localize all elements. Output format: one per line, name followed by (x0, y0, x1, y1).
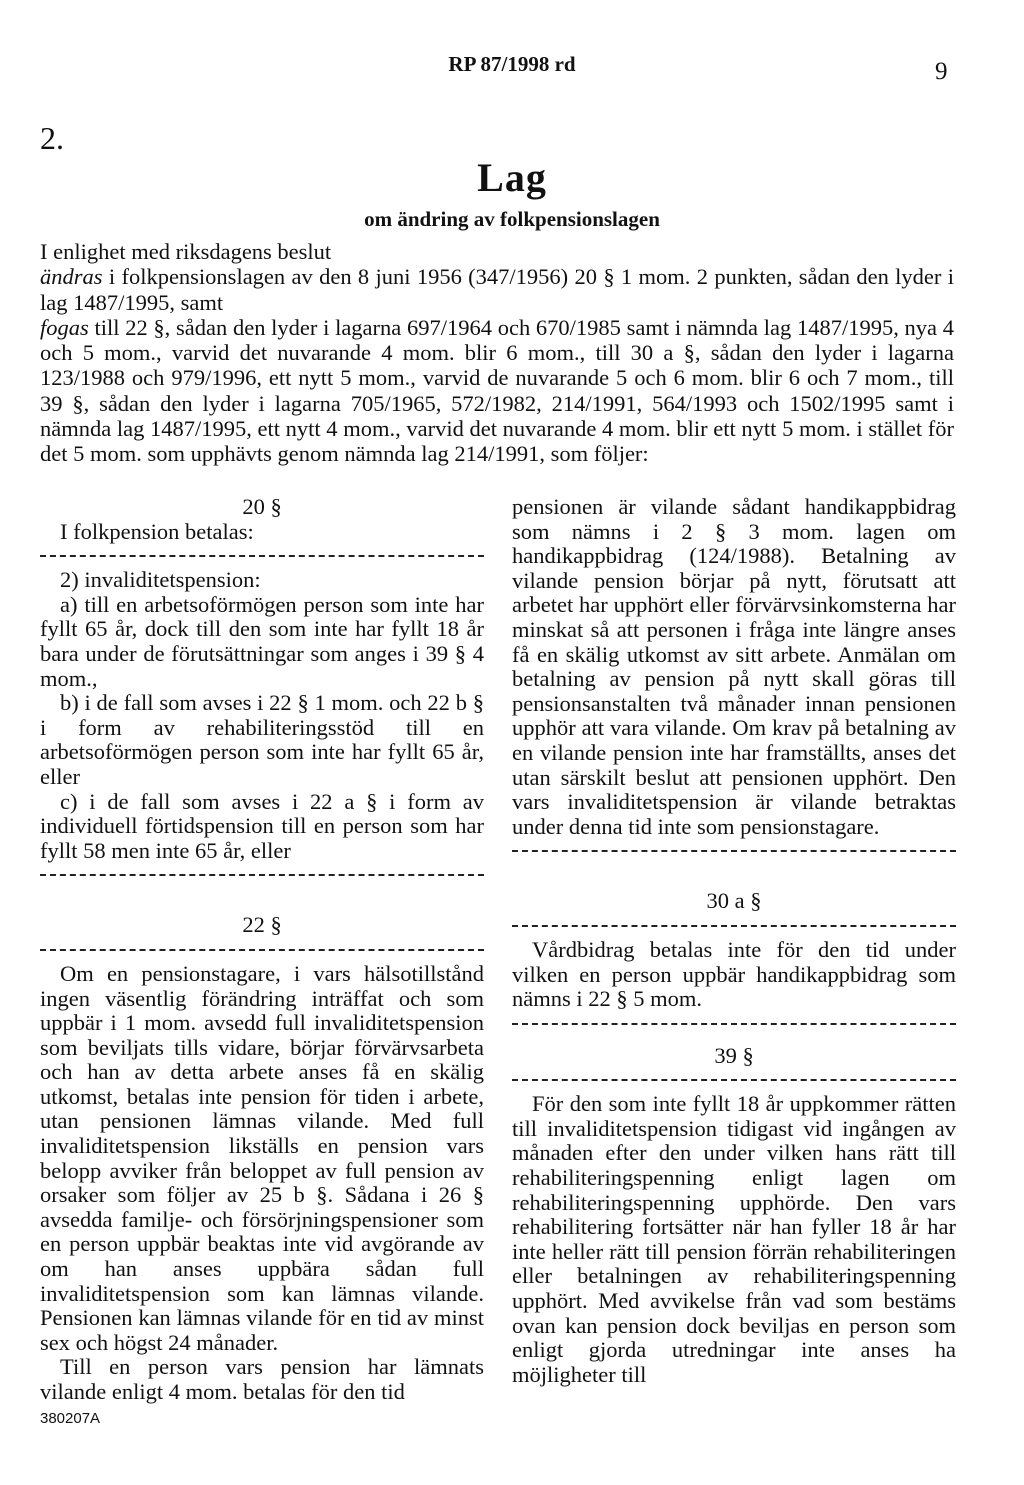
omission-divider (512, 1068, 956, 1092)
preamble-add-clause (40, 315, 954, 467)
preamble-intro: I enlighet med riksdagens beslut (40, 239, 332, 264)
add-text: till 22 §, sådan den lyder i lagarna 697/1964 och 670/1985 samt i nämnda lag 1487/1995, nya 4 och 5 mom., varvid det nuvarande 4 mom. blir 6 mom., till 30 a §, sådan den lyder i lagarna 123/1988 och 979/1996, ett nytt 5 mom., varvid de nuvarande 5 och 6 mom. blir 6 och 7 mom., till 39 §, sådan den lyder i lagarna 705/1965, 572/1982, 214/1991, 564/1993 och 1502/1995 samt i nämnda lag 1487/1995, ett nytt 4 mom., varvid det nuvarande 4 mom. blir ett nytt 5 mom. i stället för det 5 mom. som upphävts genom nämnda lag 214/1991, som följer: (40, 314, 954, 467)
section-30a-paragraph: Vårdbidrag betalas inte för den tid under vilken en person uppbär handikappbidrag som nämns i 22 § 5 mom. (512, 936, 956, 1012)
add-verb: fogas (40, 314, 89, 340)
law-title: Lag (477, 155, 547, 200)
omission-divider (40, 938, 484, 962)
omission-divider (40, 863, 484, 887)
section-22-heading: 22 § (242, 912, 282, 938)
section-20-item-a: a) till en arbetsoförmögen person som inte har fyllt 65 år, dock till den som inte har fyllt 18 år bara under de förutsättningar som anges i 39 § 4 mom., (40, 591, 484, 691)
section-30a-heading: 30 a § (706, 888, 762, 914)
section-22-paragraph-5: Till en person vars pension har lämnats vilande enligt 4 mom. betalas för den tid (40, 1354, 484, 1404)
section-22-paragraph-4: Om en pensionstagare, i vars hälsotillstånd ingen väsentlig förändring inträffat och som uppbär i 1 mom. avsedd full invaliditetspension som beviljats tills vidare, börjar förvärvsarbeta och han av detta arbete anses få en skälig utkomst, betalas inte pension för tiden i arbete, utan pensionen lämnas vilande. Med full invaliditetspension likställs en pension vars belopp avviker från beloppet av full pension av orsaker som följer av 25 b §. Sådana i 26 § avsedda familje- och försörjningspensioner som en person uppbär beaktas inte vid avgörande av om han anses uppbära sådan full invaliditetspension som kan lämnas vilande. Pensionen kan lämnas vilande för en tid av minst sex och högst 24 månader. (40, 960, 484, 1355)
omission-divider (512, 914, 956, 938)
left-column (40, 495, 484, 1405)
section-20-point-2: 2) invaliditetspension: (60, 567, 261, 593)
print-code: 380207A (40, 1410, 101, 1427)
omission-divider (512, 1012, 956, 1036)
section-39-heading: 39 § (714, 1042, 754, 1068)
section-20-item-c: c) i de fall som avses i 22 a § i form av individuell förtidspension till en person som har fyllt 58 men inte 65 år, eller (40, 788, 484, 863)
section-number: 2. (40, 120, 64, 156)
section-39-paragraph: För den som inte fyllt 18 år uppkommer rätten till invaliditetspension tidigast vid ingången av månaden efter den under vilken hans rätt till rehabiliteringspenning enligt lagen om rehabiliteringspenning upphörde. Den vars rehabilitering fortsätter när han fyller 18 år har inte heller rätt till pension förrän rehabiliteringen eller betalningen av rehabiliteringspenning upphört. Med avvikelse från vad som bestäms ovan kan pension dock beviljas en person som enligt gjorda utredningar inte anses ha möjligheter till (512, 1091, 956, 1387)
amend-verb: ändras (40, 264, 103, 290)
section-20-heading: 20 § (242, 494, 282, 519)
preamble (40, 239, 954, 467)
right-column (512, 495, 956, 1387)
page-number: 9 (935, 58, 948, 85)
law-subtitle: om ändring av folkpensionslagen (364, 207, 660, 231)
running-header: RP 87/1998 rd (448, 52, 576, 76)
omission-divider (512, 839, 956, 863)
amend-text: i folkpensionslagen av den 8 juni 1956 (347/1956) 20 § 1 mom. 2 punkten, sådan den lyder i lag 1487/1995, samt (40, 264, 954, 315)
preamble-amend-clause (40, 264, 954, 315)
section-20-intro: I folkpension betalas: (60, 518, 254, 544)
omission-divider (40, 544, 484, 568)
section-22-continuation: pensionen är vilande sådant handikappbidrag som nämns i 2 § 3 mom. lagen om handikappbidrag (124/1988). Betalning av vilande pension börjar på nytt, förutsatt att arbetet har upphört eller förvärvsinkomsterna har minskat så att personen i fråga inte längre anses få en skälig utkomst av sitt arbete. Anmälan om betalning av pension på nytt skall göras till pensionsanstalten två månader innan pensionen upphör att vara vilande. Om krav på betalning av en vilande pension inte har framställts, anses det utan särskilt beslut att pensionen upphört. Den vars invaliditetspension är vilande betraktas under denna tid inte som pensionstagare. (512, 494, 956, 839)
section-20-item-b: b) i de fall som avses i 22 § 1 mom. och 22 b § i form av rehabiliteringsstöd till en arbetsoförmögen person som inte har fyllt 65 år, eller (40, 690, 484, 789)
